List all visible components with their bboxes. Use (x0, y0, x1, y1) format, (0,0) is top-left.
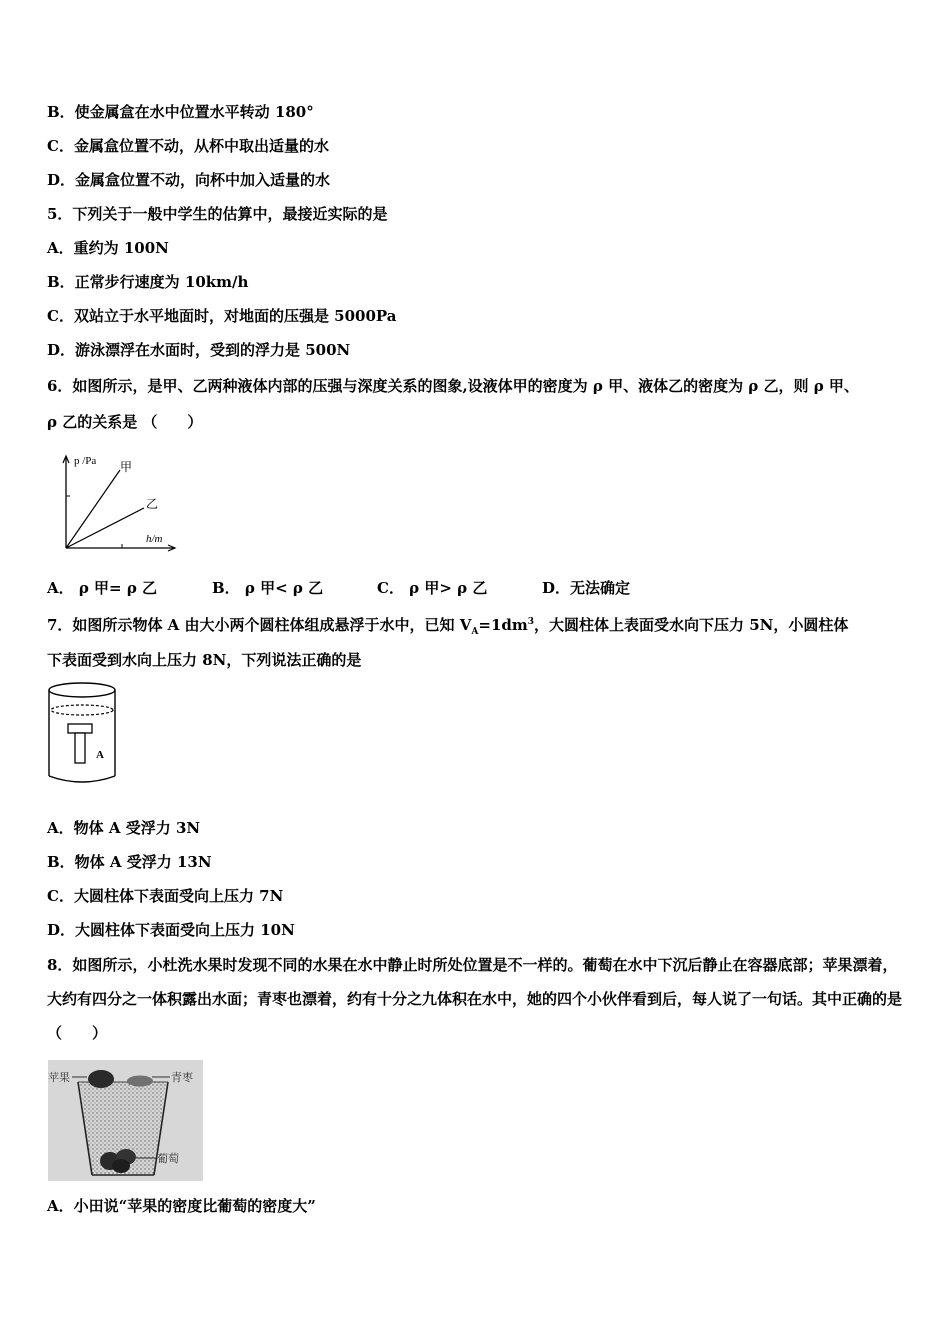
q6-option-b: B． ρ 甲< ρ 乙 (212, 579, 324, 597)
graph-x-axis-label: h/m (146, 533, 163, 545)
q4-option-b: B．使金属盒在水中位置水平转动 180° (47, 103, 314, 121)
q7-stem-pre: 7．如图所示物体 A 由大小两个圆柱体组成悬浮于水中，已知 V (47, 616, 472, 634)
q5-option-c: C．双站立于水平地面时，对地面的压强是 5000Pa (47, 307, 397, 325)
object-a-label: A (96, 749, 104, 761)
graph-y-axis-label: p /Pa (74, 455, 97, 467)
jujube (127, 1076, 153, 1087)
q7-stem-sub: A (471, 627, 479, 637)
q7-option-b: B．物体 A 受浮力 13N (47, 853, 212, 871)
q7-option-a: A．物体 A 受浮力 3N (47, 819, 201, 837)
apple (88, 1070, 114, 1088)
q6-option-a: A． ρ 甲= ρ 乙 (47, 579, 158, 597)
q7-option-c: C．大圆柱体下表面受向上压力 7N (47, 887, 284, 905)
beaker-rim (49, 683, 115, 697)
q7-stem-post: ，大圆柱体上表面受水向下压力 5N，小圆柱体 (534, 616, 849, 634)
q6-stem-line2: ρ 乙的关系是 （ ） (47, 413, 203, 431)
grape-3 (112, 1159, 130, 1173)
q6-option-c: C． ρ 甲> ρ 乙 (377, 579, 488, 597)
q4-option-c: C．金属盒位置不动，从杯中取出适量的水 (47, 137, 329, 155)
floating-object-figure (44, 680, 120, 786)
apple-label: 苹果 (48, 1071, 70, 1084)
water-surface (51, 705, 113, 715)
q8-option-a: A．小田说“苹果的密度比葡萄的密度大” (47, 1197, 316, 1215)
q7-stem-line2: 下表面受到水向上压力 8N，下列说法正确的是 (47, 651, 362, 669)
q6-stem-line1: 6．如图所示，是甲、乙两种液体内部的压强与深度关系的图象,设液体甲的密度为 ρ 甲、液体乙的密度为 ρ 乙，则 ρ 甲、 (47, 377, 859, 395)
pressure-depth-graph (50, 450, 180, 555)
q7-stem-mid: =1dm (478, 616, 528, 634)
q7-stem-sup: 3 (527, 617, 535, 627)
q5-option-b: B．正常步行速度为 10km/h (47, 273, 249, 291)
large-cylinder (68, 724, 92, 733)
graph-line-b (66, 508, 144, 548)
graph-line-a (66, 470, 120, 548)
graph-line-b-label: 乙 (146, 497, 159, 511)
q7-stem-line1 (47, 612, 848, 642)
q8-stem: 8．如图所示，小杜洗水果时发现不同的水果在水中静止时所处位置是不一样的。葡萄在水中下沉后静止在容器底部；苹果漂着，大约有四分之一体积露出水面；青枣也漂着，约有十分之九体积在水中，她的四个小伙伴看到后，每人说了一句话。其中正确的是（ ） (47, 956, 903, 1042)
fruit-in-water-figure (48, 1060, 203, 1181)
q5-option-a: A．重约为 100N (47, 239, 169, 257)
graph-line-a-label: 甲 (120, 460, 133, 474)
q6-option-d: D．无法确定 (542, 579, 631, 597)
small-cylinder (75, 733, 85, 763)
q7-option-d: D．大圆柱体下表面受向上压力 10N (47, 921, 295, 939)
grape-label: 葡萄 (157, 1152, 179, 1165)
jujube-label: 青枣 (171, 1071, 193, 1084)
q5-stem: 5．下列关于一般中学生的估算中，最接近实际的是 (47, 205, 388, 223)
q5-option-d: D．游泳漂浮在水面时，受到的浮力是 500N (47, 341, 351, 359)
q4-option-d: D．金属盒位置不动，向杯中加入适量的水 (47, 171, 331, 189)
beaker-bottom (49, 776, 115, 782)
